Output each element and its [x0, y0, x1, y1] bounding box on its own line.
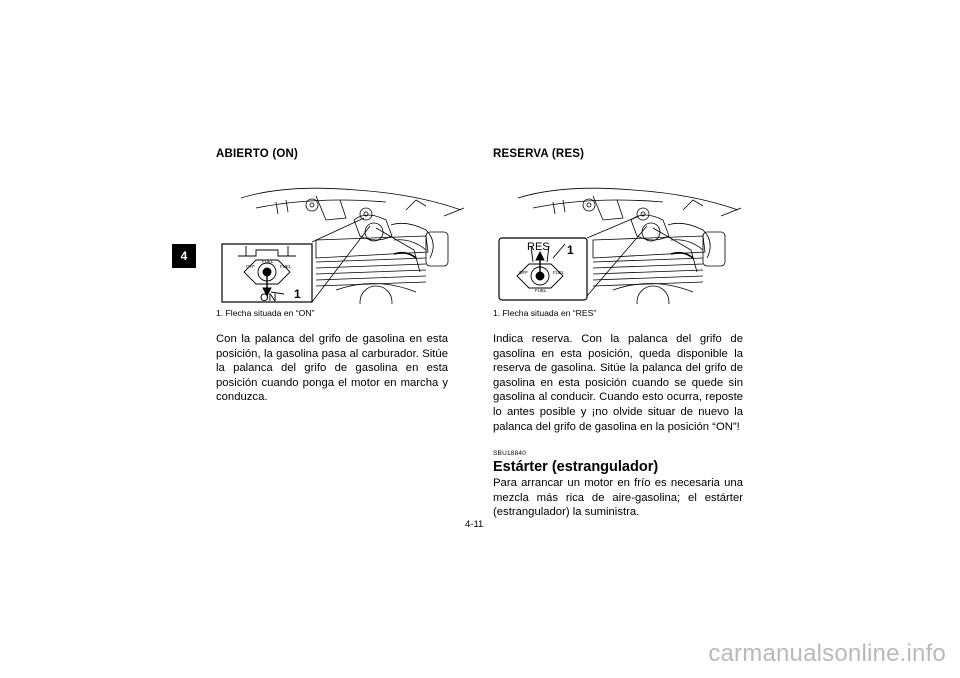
off-marking: OFF [246, 264, 255, 269]
document-code: SBU18840 [493, 450, 527, 458]
right-column [493, 148, 743, 520]
callout-number: 1 [294, 287, 301, 301]
left-body: Con la palanca del grifo de gasolina en esta posición, la gasolina pasa al carburador. Sitúe la palanca del grifo de gasolina en esta posición cuando ponga el motor en marcha y conduzca. [216, 333, 448, 404]
engine-illustration [493, 180, 743, 304]
chapter-number: 4 [180, 249, 188, 263]
right-caption: 1. Flecha situada en “RES” [493, 308, 597, 318]
fuel-marking-top: FUEL [262, 259, 274, 264]
res-label: RES [527, 241, 550, 253]
left-heading: ABIERTO (ON) [216, 148, 299, 160]
engine-illustration [216, 180, 466, 304]
off-marking: OFF [519, 270, 528, 275]
left-column [216, 148, 448, 405]
page-number: 4-11 [465, 519, 484, 530]
on-label: ON [260, 292, 277, 304]
fuel-marking-bottom: FUEL [535, 288, 547, 293]
section-body: Para arrancar un motor en frío es necesaria una mezcla más rica de aire-gasolina; el estárter (estrangulador) la suministra. [493, 477, 743, 519]
section-title: Estárter (estrangulador) [493, 459, 659, 476]
watermark-link[interactable]: carmanualsonline.info [708, 640, 946, 667]
right-heading: RESERVA (RES) [493, 148, 585, 160]
fuel-marking-right: FUEL [553, 270, 565, 275]
left-caption: 1. Flecha situada en “ON” [216, 308, 315, 318]
callout-number: 1 [567, 243, 574, 257]
chapter-tab [172, 244, 196, 268]
fuel-marking-right: FUEL [280, 264, 292, 269]
right-figure [493, 180, 743, 304]
right-body: Indica reserva. Con la palanca del grifo de gasolina en esta posición, queda disponible la reserva de gasolina. Sitúe la palanca del grifo de gasolina en esta posición cuando se quede sin gasolina al conducir. Cuando esto ocurra, reposte lo antes posible y ¡no olvide situar de nuevo la palanca del grifo de gasolina en la posición “ON”! [493, 333, 743, 433]
left-figure [216, 180, 466, 304]
